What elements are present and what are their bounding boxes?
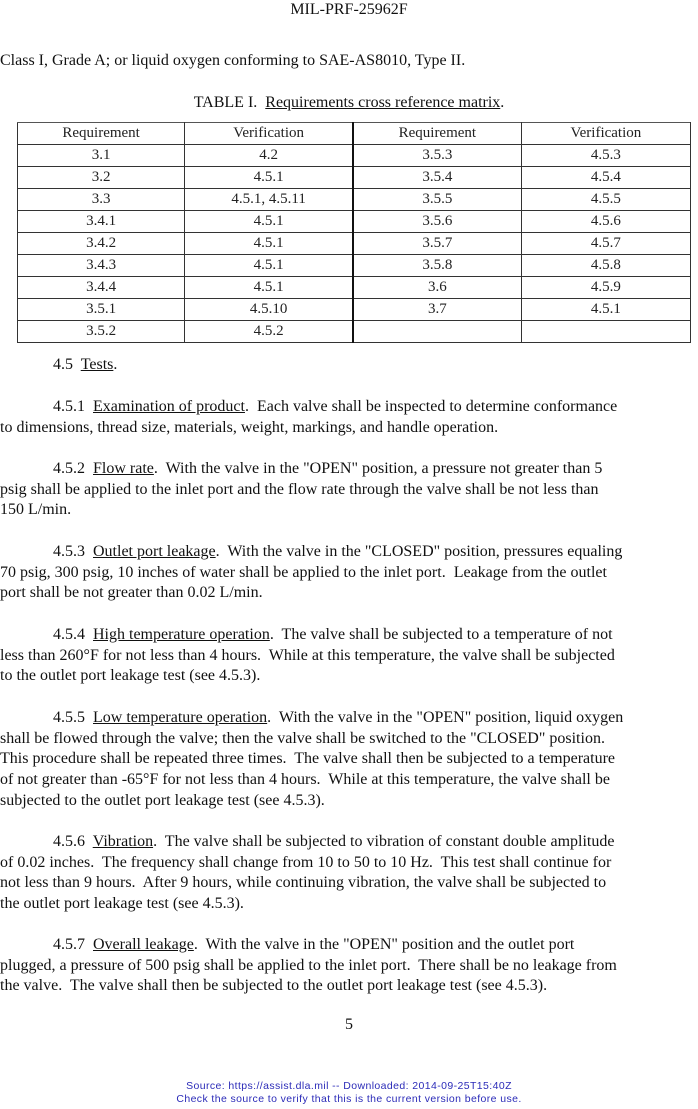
section-number: 4.5.3 bbox=[53, 543, 93, 560]
table-cell: 3.1 bbox=[18, 145, 185, 167]
table-cell: 4.5.5 bbox=[521, 189, 690, 211]
table-cell: 3.6 bbox=[353, 277, 521, 299]
document-id-header: MIL-PRF-25962F bbox=[290, 1, 408, 18]
table-cell: 3.7 bbox=[353, 299, 521, 321]
table-row bbox=[18, 255, 691, 277]
section-number: 4.5.1 bbox=[53, 398, 93, 415]
table-cell: 4.5.4 bbox=[521, 167, 690, 189]
section-4-5-heading: 4.5 Tests. bbox=[53, 356, 118, 373]
header-requirement-2: Requirement bbox=[353, 123, 521, 145]
table-cell: 3.2 bbox=[18, 167, 185, 189]
table-cell: 3.4.3 bbox=[18, 255, 185, 277]
section-4-5-6: 4.5.6 Vibration. The valve shall be subjected to vibration of constant double amplitude of 0.02 inches. The frequency shall change from 10 to 50 to 10 Hz. This test shall continue for not less than 9 hours. After 9 hours, while continuing vibration, the valve shall be subjected to the outlet port leakage test (see 4.5.3). bbox=[0, 833, 615, 913]
table-cell: 3.5.6 bbox=[353, 211, 521, 233]
section-title: Flow rate bbox=[93, 460, 154, 477]
section-number: 4.5.6 bbox=[53, 833, 93, 850]
table-cell: 4.5.1 bbox=[185, 167, 353, 189]
table-cell: 4.5.8 bbox=[521, 255, 690, 277]
table-cell: 4.5.1 bbox=[521, 299, 690, 321]
table-cell: 3.5.4 bbox=[353, 167, 521, 189]
header-verification-2: Verification bbox=[521, 123, 690, 145]
table-cell: 3.4.1 bbox=[18, 211, 185, 233]
table-cell: 4.5.1 bbox=[185, 211, 353, 233]
table-caption-title: Requirements cross reference matrix bbox=[265, 94, 501, 111]
table-cell: 3.5.5 bbox=[353, 189, 521, 211]
table-row bbox=[18, 233, 691, 255]
section-4-5-5: 4.5.5 Low temperature operation. With the valve in the "OPEN" position, liquid oxygen shall be flowed through the valve; then the valve shall be switched to the "CLOSED" position. This procedure shall be repeated three times. The valve shall then be subjected to a temperature of not greater than -65°F for not less than 4 hours. While at this temperature, the valve shall be subjected to the outlet port leakage test (see 4.5.3). bbox=[0, 709, 624, 809]
table-cell: 4.5.1, 4.5.11 bbox=[185, 189, 353, 211]
section-number: 4.5.5 bbox=[53, 709, 93, 726]
section-4-5-4: 4.5.4 High temperature operation. The valve shall be subjected to a temperature of not less than 260°F for not less than 4 hours. While at this temperature, the valve shall be subjected to the outlet port leakage test (see 4.5.3). bbox=[0, 626, 615, 685]
section-title: Outlet port leakage bbox=[93, 543, 216, 560]
table-cell: 3.4.2 bbox=[18, 233, 185, 255]
table-cell: 3.3 bbox=[18, 189, 185, 211]
requirements-matrix-table bbox=[17, 122, 691, 343]
table-caption-prefix: TABLE I. bbox=[193, 94, 266, 111]
table-cell: 3.5.7 bbox=[353, 233, 521, 255]
section-title: Examination of product bbox=[93, 398, 245, 415]
table-cell: 4.5.2 bbox=[185, 321, 353, 343]
section-number: 4.5.2 bbox=[53, 460, 93, 477]
table-row bbox=[18, 277, 691, 299]
table-cell: 4.5.1 bbox=[185, 277, 353, 299]
section-title: Overall leakage bbox=[93, 936, 194, 953]
table-cell: 3.4.4 bbox=[18, 277, 185, 299]
section-title: Low temperature operation bbox=[93, 709, 268, 726]
table-cell: 4.5.6 bbox=[521, 211, 690, 233]
section-4-5-7: 4.5.7 Overall leakage. With the valve in the "OPEN" position and the outlet port plugged, a pressure of 500 psig shall be applied to the inlet port. There shall be no leakage from the valve. The valve shall then be subjected to the outlet port leakage test (see 4.5.3). bbox=[0, 936, 617, 995]
table-row bbox=[18, 211, 691, 233]
section-number: 4.5.7 bbox=[53, 936, 93, 953]
table-row bbox=[18, 189, 691, 211]
table-row bbox=[18, 145, 691, 167]
table-row bbox=[18, 321, 691, 343]
table-row bbox=[18, 167, 691, 189]
table-cell: 4.2 bbox=[185, 145, 353, 167]
table-cell: 3.5.1 bbox=[18, 299, 185, 321]
table-header-row bbox=[18, 123, 691, 145]
intro-text: Class I, Grade A; or liquid oxygen conforming to SAE-AS8010, Type II. bbox=[0, 52, 466, 69]
table-row bbox=[18, 299, 691, 321]
table-cell: 3.5.8 bbox=[353, 255, 521, 277]
section-title: Tests bbox=[80, 356, 114, 373]
header-verification-1: Verification bbox=[185, 123, 353, 145]
table-cell: 3.5.2 bbox=[18, 321, 185, 343]
table-cell: 4.5.10 bbox=[185, 299, 353, 321]
section-title: High temperature operation bbox=[93, 626, 270, 643]
section-number: 4.5 bbox=[53, 356, 81, 373]
table-cell: 4.5.7 bbox=[521, 233, 690, 255]
table-cell: 3.5.3 bbox=[353, 145, 521, 167]
table-caption-suffix: . bbox=[500, 94, 505, 111]
table-cell bbox=[521, 321, 690, 343]
section-title: Vibration bbox=[92, 833, 154, 850]
table-cell: 4.5.1 bbox=[185, 233, 353, 255]
section-number: 4.5.4 bbox=[53, 626, 93, 643]
source-download-line: Source: https://assist.dla.mil -- Downloaded: 2014-09-25T15:40Z bbox=[186, 1080, 512, 1092]
table-cell: 4.5.3 bbox=[521, 145, 690, 167]
section-4-5-2: 4.5.2 Flow rate. With the valve in the "OPEN" position, a pressure not greater than 5 psig shall be applied to the inlet port and the flow rate through the valve shall be not less than 150 L/min. bbox=[0, 460, 603, 519]
section-4-5-1: 4.5.1 Examination of product. Each valve shall be inspected to determine conformance to dimensions, thread size, materials, weight, markings, and handle operation. bbox=[0, 398, 618, 436]
table-caption bbox=[0, 93, 698, 113]
table-cell: 4.5.9 bbox=[521, 277, 690, 299]
table-cell bbox=[353, 321, 521, 343]
header-requirement-1: Requirement bbox=[18, 123, 185, 145]
source-footer bbox=[0, 1080, 698, 1105]
page-number: 5 bbox=[345, 1016, 353, 1033]
verify-source-line: Check the source to verify that this is the current version before use. bbox=[176, 1092, 522, 1105]
section-4-5-3: 4.5.3 Outlet port leakage. With the valve in the "CLOSED" position, pressures equaling 70 psig, 300 psig, 10 inches of water shall be applied to the inlet port. Leakage from the outlet port shall be not greater than 0.02 L/min. bbox=[0, 543, 623, 602]
table-cell: 4.5.1 bbox=[185, 255, 353, 277]
